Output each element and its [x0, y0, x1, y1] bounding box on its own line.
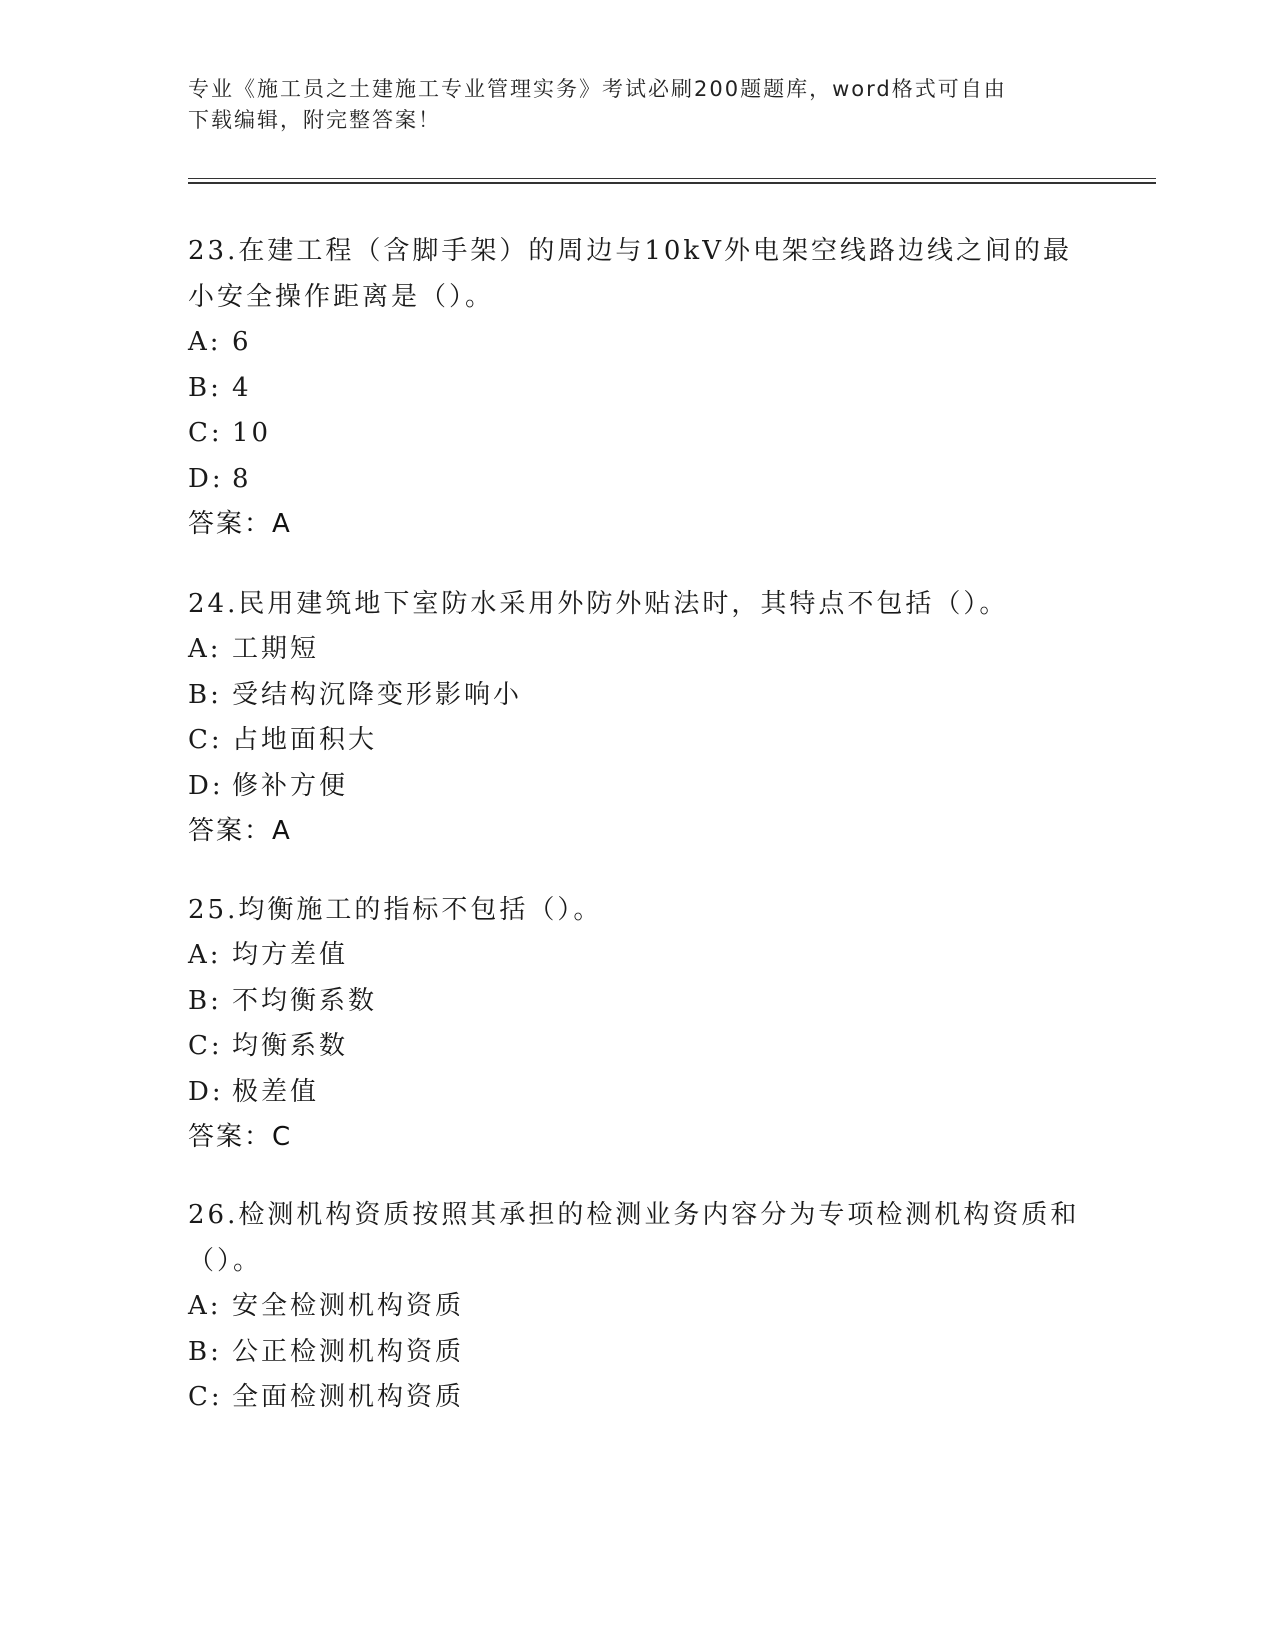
header-line-1: 专业《施工员之土建施工专业管理实务》考试必刷200题题库，word格式可自由	[188, 77, 1007, 101]
option-letter: B:	[188, 679, 222, 710]
option-letter: C:	[188, 1382, 223, 1412]
option-text: 不均衡系数	[232, 985, 378, 1016]
option-letter: C:	[188, 418, 223, 448]
option-text: 受结构沉降变形影响小	[232, 679, 523, 710]
option-text: 安全检测机构资质	[232, 1291, 465, 1321]
document-header	[188, 74, 1088, 136]
option-c	[188, 718, 1088, 764]
header-divider-thin	[188, 178, 1156, 179]
question-stem-line: 26.检测机构资质按照其承担的检测业务内容分为专项检测机构资质和	[188, 1200, 1080, 1230]
option-a	[188, 1284, 1088, 1330]
header-divider-thick	[188, 182, 1156, 184]
answer-line: 答案：C	[188, 1122, 293, 1152]
option-letter: C:	[188, 1031, 223, 1061]
option-letter: A:	[188, 940, 222, 970]
option-d	[188, 1070, 1088, 1116]
option-letter: D:	[188, 463, 224, 494]
option-letter: C:	[188, 725, 223, 755]
option-a	[188, 627, 1088, 673]
option-letter: D:	[188, 770, 224, 801]
question-stem-line: 小安全操作距离是（）。	[188, 282, 495, 312]
option-text: 10	[232, 418, 272, 448]
option-text: 公正检测机构资质	[232, 1336, 465, 1367]
option-text: 6	[232, 327, 252, 357]
question-26	[188, 1192, 1088, 1421]
option-c	[188, 1375, 1088, 1421]
option-c	[188, 411, 1088, 457]
option-c	[188, 1024, 1088, 1070]
question-stem-line: 25.均衡施工的指标不包括（）。	[188, 895, 603, 925]
option-text: 占地面积大	[232, 725, 378, 755]
option-letter: A:	[188, 634, 222, 664]
question-24	[188, 581, 1088, 855]
option-letter: B:	[188, 1336, 222, 1367]
option-text: 修补方便	[232, 770, 349, 801]
option-text: 4	[232, 372, 252, 403]
question-stem-line: 24.民用建筑地下室防水采用外防外贴法时，其特点不包括（）。	[188, 589, 1009, 619]
question-23	[188, 228, 1088, 548]
question-stem-line: 23.在建工程（含脚手架）的周边与10kV外电架空线路边线之间的最	[188, 236, 1072, 266]
option-text: 均衡系数	[232, 1031, 349, 1061]
option-text: 工期短	[232, 634, 320, 664]
option-b	[188, 1330, 1088, 1376]
option-letter: B:	[188, 372, 222, 403]
option-letter: B:	[188, 985, 222, 1016]
option-b	[188, 366, 1088, 412]
option-text: 均方差值	[232, 940, 349, 970]
option-text: 全面检测机构资质	[232, 1382, 465, 1412]
question-25	[188, 887, 1088, 1161]
header-line-2: 下载编辑，附完整答案！	[188, 108, 441, 132]
option-a	[188, 320, 1088, 366]
option-b	[188, 673, 1088, 719]
option-a	[188, 933, 1088, 979]
option-d	[188, 457, 1088, 503]
question-stem-line: （）。	[188, 1246, 263, 1276]
option-text: 8	[232, 463, 252, 494]
answer-line: 答案：A	[188, 816, 292, 846]
option-letter: A:	[188, 327, 222, 357]
option-text: 极差值	[232, 1076, 320, 1107]
option-b	[188, 979, 1088, 1025]
answer-line: 答案：A	[188, 509, 292, 539]
option-letter: A:	[188, 1291, 222, 1321]
option-d	[188, 764, 1088, 810]
option-letter: D:	[188, 1076, 224, 1107]
